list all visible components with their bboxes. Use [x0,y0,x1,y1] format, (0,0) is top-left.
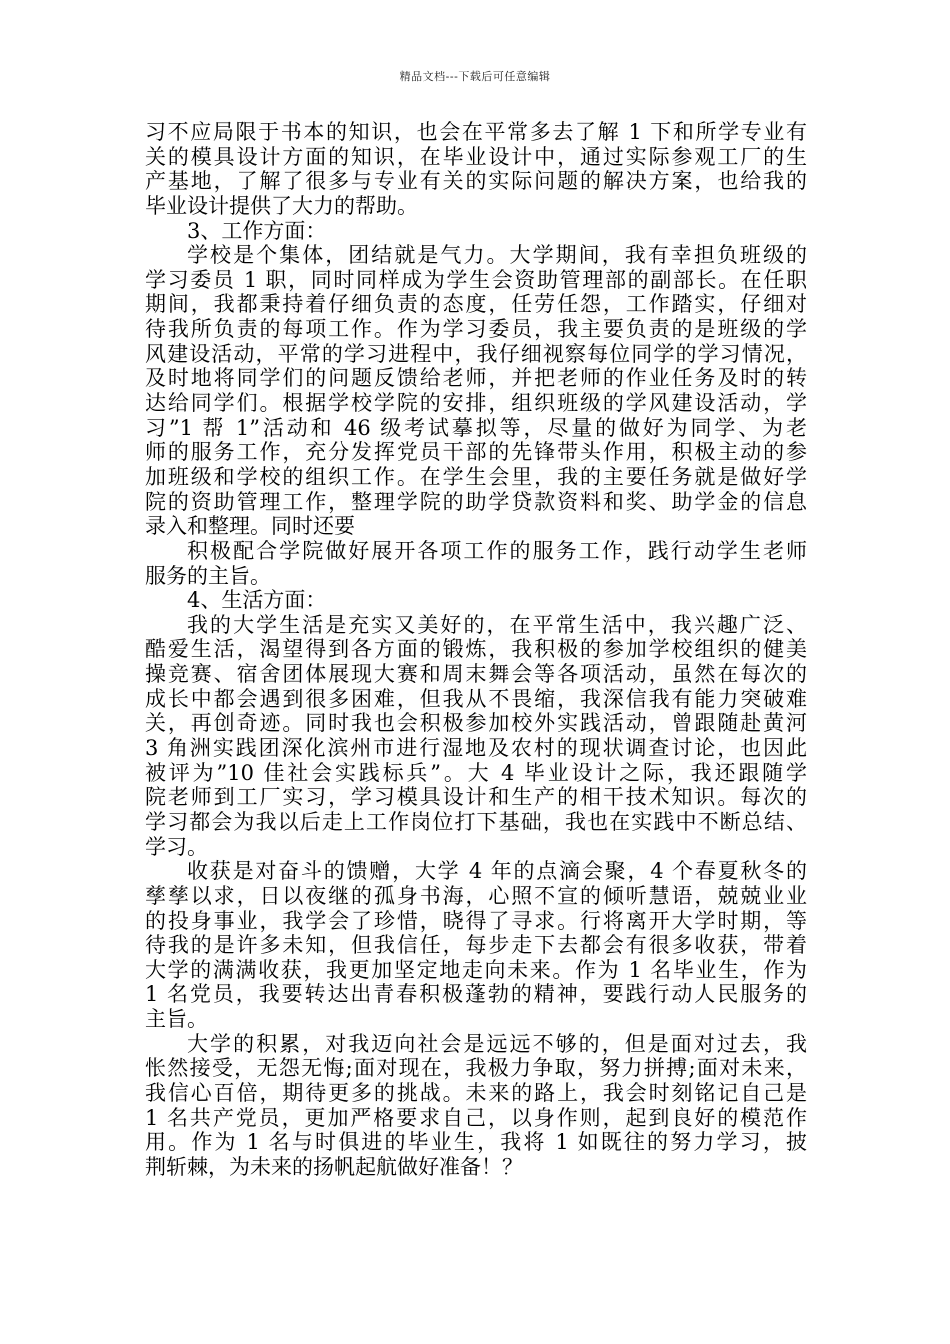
text-line: 3 角洲实践团深化滨州市进行湿地及农村的现状调查讨论，也因此 [145,736,807,761]
document-body [145,120,807,1180]
text-line: 我的大学生活是充实又美好的，在平常生活中，我兴趣广泛、 [187,612,807,637]
text-line: 大学的积累，对我迈向社会是远远不够的，但是面对过去，我 [187,1031,807,1056]
text-line: 达给同学们。根据学校学院的安排，组织班级的学风建设活动，学 [145,391,807,416]
section-heading-life: 4、生活方面： [187,588,327,613]
text-line: 酷爱生活，渴望得到各方面的锻炼，我积极的参加学校组织的健美 [145,637,807,662]
text-line: 服务的主旨。 [145,563,271,588]
text-line: 师的服务工作，充分发挥党员干部的先锋带头作用，积极主动的参 [145,440,807,465]
text-line: 及时地将同学们的问题反馈给老师，并把老师的作业任务及时的转 [145,366,807,391]
text-line: 关，再创奇迹。同时我也会积极参加校外实践活动，曾跟随赴黄河 [145,711,807,736]
text-line: 怅然接受，无怨无悔;面对现在，我极力争取，努力拼搏;面对未来， [145,1056,807,1081]
text-line: 的投身事业，我学会了珍惜，晓得了寻求。行将离开大学时期，等 [145,908,807,933]
text-line: 录入和整理。同时还要 [145,514,355,539]
page-header: 精品文档---下载后可任意编辑 [399,70,551,83]
text-line: 院老师到工厂实习，学习模具设计和生产的相干技术知识。每次的 [145,785,807,810]
text-line: 学习。 [145,834,208,859]
text-line: 孳孳以求，日以夜继的孤身书海，心照不宣的倾听慧语，兢兢业业 [145,883,807,908]
section-heading-work: 3、工作方面： [187,218,327,243]
text-line: 1 名党员，我要转达出青春积极蓬勃的精神，要践行动人民服务的 [145,982,807,1007]
text-line: 1 名共产党员，更加严格要求自己，以身作则，起到良好的模范作 [145,1105,807,1130]
text-line: 产基地，了解了很多与专业有关的实际问题的解决方案，也给我的 [145,169,807,194]
text-line: 加班级和学校的组织工作。在学生会里，我的主要任务就是做好学 [145,464,807,489]
text-line: 荆斩棘，为未来的扬帆起航做好准备！？ [145,1154,523,1179]
text-line: 成长中都会遇到很多困难，但我从不畏缩，我深信我有能力突破难 [145,686,807,711]
text-line: 学习都会为我以后走上工作岗位打下基础，我也在实践中不断总结、 [145,809,807,834]
text-line: 学习委员 1 职，同时同样成为学生会资助管理部的副部长。在任职 [145,267,807,292]
text-line: 用。作为 1 名与时俱进的毕业生，我将 1 如既往的努力学习，披 [145,1130,807,1155]
text-line: 习”1 帮 1”活动和 46 级考试摹拟等，尽量的做好为同学、为老 [145,415,807,440]
text-line: 期间，我都秉持着仔细负责的态度，任劳任怨，工作踏实，仔细对 [145,292,807,317]
text-line: 风建设活动，平常的学习进程中，我仔细视察每位同学的学习情况， [145,341,807,366]
text-line: 待我的是许多未知，但我信任，每步走下去都会有很多收获，带着 [145,933,807,958]
text-line: 大学的满满收获，我更加坚定地走向未来。作为 1 名毕业生，作为 [145,957,807,982]
text-line: 主旨。 [145,1007,208,1032]
text-line: 被评为”10 佳社会实践标兵”。大 4 毕业设计之际，我还跟随学 [145,760,807,785]
text-line: 院的资助管理工作，整理学院的助学贷款资料和奖、助学金的信息 [145,489,807,514]
text-line: 关的模具设计方面的知识，在毕业设计中，通过实际参观工厂的生 [145,144,807,169]
text-line: 收获是对奋斗的馈赠，大学 4 年的点滴会聚，4 个春夏秋冬的 [187,859,807,884]
text-line: 学校是个集体，团结就是气力。大学期间，我有幸担负班级的 [187,243,807,268]
text-line: 习不应局限于书本的知识，也会在平常多去了解 1 下和所学专业有 [145,120,807,144]
text-line: 待我所负责的每项工作。作为学习委员，我主要负责的是班级的学 [145,317,807,342]
text-line: 操竞赛、宿舍团体展现大赛和周末舞会等各项活动，虽然在每次的 [145,662,807,687]
text-line: 我信心百倍，期待更多的挑战。未来的路上，我会时刻铭记自己是 [145,1080,807,1105]
text-line: 毕业设计提供了大力的帮助。 [145,193,418,218]
text-line: 积极配合学院做好展开各项工作的服务工作，践行动学生老师 [187,538,807,563]
